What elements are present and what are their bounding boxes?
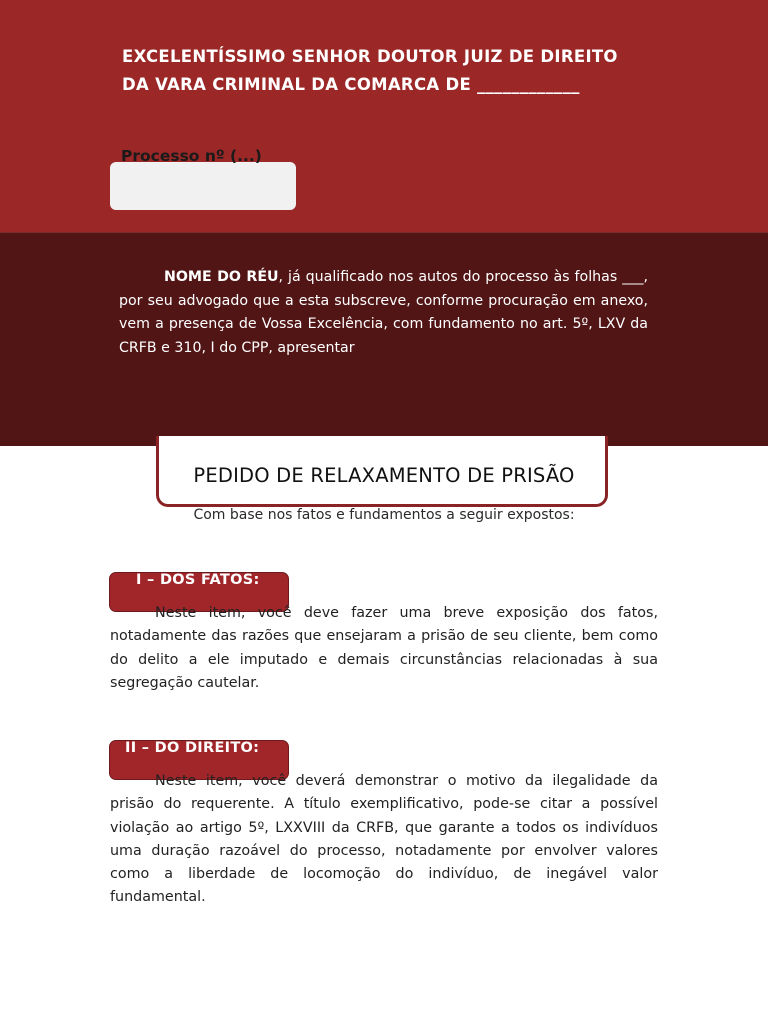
intro-body: , já qualificado nos autos do processo às folhas ___, por seu advogado que a esta subscreve, conforme procuração em anexo, vem a presença de Vossa Excelência, com fundamento no art. 5º, LXV da CRFB e 310, I do CPP, apresentar (119, 269, 648, 356)
section-facts-heading: I – DOS FATOS: (136, 572, 260, 588)
addressee-line-1: EXCELENTÍSSIMO SENHOR DOUTOR JUIZ DE DIREITO (122, 47, 618, 66)
addressee-line-2: DA VARA CRIMINAL DA COMARCA DE ____________ (122, 75, 580, 94)
process-number-box (110, 162, 296, 210)
section-law-body: Neste item, você deverá demonstrar o motivo da ilegalidade da prisão do requerente. A título exemplificativo, pode-se citar a possível violação ao artigo 5º, LXXVIII da CRFB, que garante a todos os indivíduos uma duração razoável do processo, notadamente por envolver valores como a liberdade de locomoção do indivíduo, de inegável valor fundamental. (110, 773, 658, 906)
lead-text: Com base nos fatos e fundamentos a seguir expostos: (193, 507, 575, 523)
section-law-text (110, 770, 658, 910)
intro-paragraph (119, 266, 648, 360)
section-facts-body: Neste item, você deve fazer uma breve exposição dos fatos, notadamente das razões que ensejaram a prisão de seu cliente, bem como do delito a ele imputado e demais circunstâncias relacionadas à sua segregação cautelar. (110, 605, 658, 691)
petition-title: PEDIDO DE RELAXAMENTO DE PRISÃO (193, 464, 575, 487)
section-facts-text (110, 602, 658, 695)
addressee-heading (122, 43, 682, 99)
process-number-label: Processo nº (...) (121, 147, 262, 165)
defendant-name: NOME DO RÉU (164, 269, 279, 285)
section-law-heading: II – DO DIREITO: (125, 740, 260, 756)
